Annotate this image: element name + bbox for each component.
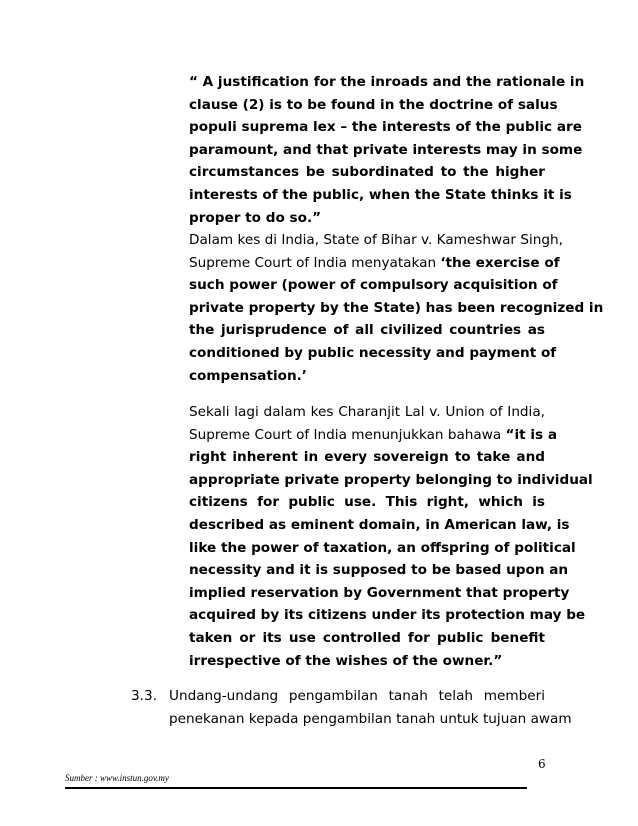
- quote-start: ‘the exercise of: [440, 254, 560, 271]
- quote-line: compensation.’: [189, 367, 307, 384]
- quote-line: interests of the public, when the State thinks it is: [189, 186, 572, 203]
- section-line: Undang-undang pengambilan tanah telah memberi: [169, 688, 545, 704]
- quote-line: populi suprema lex – the interests of the public are: [189, 119, 582, 136]
- quote-line: circumstances be subordinated to the higher: [189, 164, 545, 181]
- quote-line: irrespective of the wishes of the owner.”: [189, 652, 503, 669]
- footer-rule: [65, 787, 527, 789]
- quote-block: [189, 71, 585, 229]
- quote-start: “it is a: [505, 426, 557, 443]
- quote-line: right inherent in every sovereign to take and: [189, 449, 545, 466]
- quote-line: taken or its use controlled for public benefit: [189, 629, 545, 646]
- quote-line: private property by the State) has been recognized in: [189, 299, 604, 316]
- page-number: 6: [538, 757, 546, 771]
- paragraph-text: Supreme Court of India menunjukkan bahawa: [189, 426, 506, 443]
- quote-line: appropriate private property belonging to individual: [189, 471, 593, 488]
- paragraph-text: Supreme Court of India menyatakan: [189, 254, 441, 271]
- quote-line: the jurisprudence of all civilized countries as: [189, 322, 545, 339]
- quote-line: such power (power of compulsory acquisition of: [189, 277, 558, 294]
- quote-line: necessity and it is supposed to be based upon an: [189, 562, 569, 579]
- paragraph-line: [189, 252, 560, 275]
- paragraph-charanjit: [189, 401, 593, 672]
- quote-line: implied reservation by Government that property: [189, 584, 570, 601]
- quote-line: clause (2) is to be found in the doctrine of salus: [189, 96, 558, 113]
- paragraph-line: Sekali lagi dalam kes Charanjit Lal v. Union of India,: [189, 404, 545, 420]
- quote-line: proper to do so.”: [189, 209, 322, 226]
- source-note: Sumber : www.instun.gov.my: [65, 773, 169, 783]
- quote-line: acquired by its citizens under its protection may be: [189, 607, 586, 624]
- section-line: penekanan kepada pengambilan tanah untuk tujuan awam: [169, 710, 572, 727]
- paragraph-line: [189, 424, 557, 447]
- quote-line: described as eminent domain, in American law, is: [189, 516, 570, 533]
- quote-line: paramount, and that private interests may in some: [189, 141, 583, 158]
- quote-line: citizens for public use. This right, which is: [189, 494, 545, 511]
- quote-line: like the power of taxation, an offspring of political: [189, 539, 576, 556]
- paragraph-bihar: [189, 229, 604, 387]
- section-number: 3.3.: [131, 688, 157, 704]
- section-body: [169, 685, 572, 730]
- quote-line: conditioned by public necessity and payment of: [189, 344, 557, 361]
- paragraph-line: Dalam kes di India, State of Bihar v. Kameshwar Singh,: [189, 232, 563, 248]
- quote-line: “ A justification for the inroads and the rationale in: [189, 74, 585, 90]
